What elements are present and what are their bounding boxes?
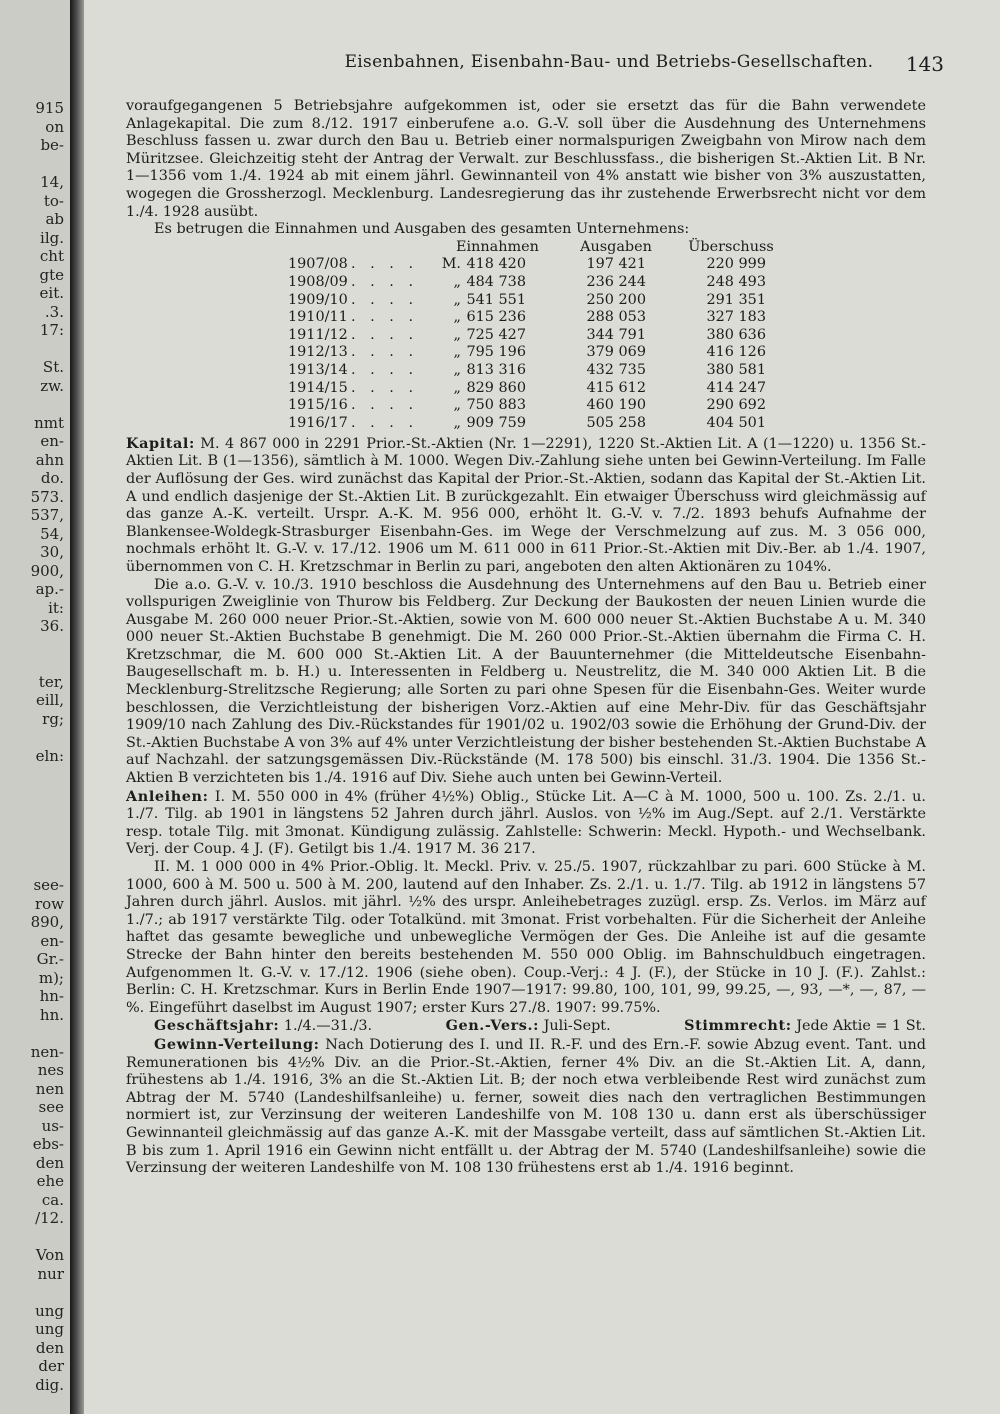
table-cell-income: 725 427 <box>466 326 526 343</box>
prev-page-fragment: hn. <box>39 1005 64 1024</box>
kapital-label: Kapital: <box>126 434 195 452</box>
prev-page-fragment: eit. <box>39 284 64 302</box>
table-cell-cur: „ <box>453 397 461 414</box>
anleihen-paragraph-2: II. M. 1 000 000 in 4% Prior.-Oblig. lt. Meckl. Priv. v. 25./5. 1907, rückzahlbar zu pari. 600 Stücke à M. 1000, 600 à M. 500 u. 500 à M. 200, lautend auf den Inhaber. Zs. 2./1. u. 1./7. Tilg. ab 1912 in längstens 57 Jahren durch jährl. Auslos. mit jährl. ½% des urspr. Anleihebetrages zuzügl. ersp. Zs. Verlos. im März auf 1./7.; ab 1917 verstärkte Tilg. oder Totalkünd. mit 3monat. Frist vorbehalten. Für die Sicherheit der Anleihe haftet das gesamte bewegliche und unbewegliche Vermögen der Ges. Die Anleihe ist auf die gesamte Strecke der Bahn hinter den bereits bestehenden M. 550 000 Oblig. im Bahnschuldbuch eingetragen. Aufgenommen lt. G.-V. v. 17./12. 1906 (siehe oben). Coup.-Verj.: 4 J. (F.), der Stücke in 10 J. (F.). Zahlst.: Berlin: C. H. Kretzschmar. Kurs in Berlin Ende 1907—1917: 99.80, 100, 101, 99, 99.25, —, 93, —*, —, 87, —%. Eingeführt daselbst im August 1907; erster Kurs 27./8. 1907: 99.75%. <box>126 859 926 1016</box>
table-cell-year: 1911/12 <box>288 326 348 343</box>
table-cell-cur: „ <box>453 326 461 343</box>
table-cell-income: 795 196 <box>466 344 526 361</box>
prev-page-fragment: eln: <box>35 746 64 765</box>
table-cell-surplus: 404 501 <box>706 414 766 431</box>
intro-paragraph: voraufgegangenen 5 Betriebsjahre aufgekommen ist, oder sie ersetzt das für die Bahn verwendete Anlagekapital. Die zum 8./12. 1917 einberufene a.o. G.-V. soll über die Ausdehnung des Unternehmens Beschluss fassen u. zwar durch den Bau u. Betrieb einer normalspurigen Zweigbahn von Mirow nach dem Müritzsee. Gleichzeitig steht der Antrag der Verwalt. zur Beschlussfass., die bisherigen St.-Aktien Lit. B Nr. 1—1356 vom 1./4. 1924 ab mit einem jährl. Gewinnanteil von 4% anstatt wie bisher von 3% auszustatten, wogegen die Grossherzogl. Mecklenburg. Landesregierung das ihr zustehende Erwerbsrecht nicht vor dem 1./4. 1928 ausübt. <box>126 98 926 220</box>
table-cell-income: 909 759 <box>466 414 526 431</box>
table-row <box>126 309 926 327</box>
prev-page-fragment: 36. <box>40 617 64 635</box>
table-cell-income: 829 860 <box>466 379 526 396</box>
genvers <box>418 1017 611 1036</box>
prev-page-fragment: en- <box>40 432 64 450</box>
prev-page-fragment: m); <box>38 968 64 987</box>
table-cell-surplus: 290 692 <box>706 397 766 414</box>
prev-page-fragment: ung <box>35 1320 64 1338</box>
prev-page-fragment: 14, <box>40 173 64 191</box>
table-row <box>126 274 926 292</box>
stimmrecht-value: Jede Aktie = 1 St. <box>796 1018 926 1035</box>
table-cell-year: 1910/11 <box>288 309 348 326</box>
prev-page-fragment: eill, <box>35 691 64 709</box>
table-cell-expenses: 460 190 <box>586 397 646 414</box>
table-cell-expenses: 344 791 <box>586 326 646 343</box>
table-cell-year: 1909/10 <box>288 291 348 308</box>
table-cell-dots: . . . . <box>351 291 419 308</box>
prev-page-fragment: den <box>35 1338 64 1357</box>
table-cell-dots: . . . . <box>351 309 419 326</box>
body-text <box>126 98 926 1178</box>
prev-page-fragment: 573. <box>30 487 64 506</box>
table-row <box>126 415 926 433</box>
table-cell-expenses: 415 612 <box>586 379 646 396</box>
table-row <box>126 256 926 274</box>
prev-page-fragment: 900, <box>30 561 64 580</box>
prev-page-fragment: 915 <box>35 99 64 117</box>
table-cell-dots: . . . . <box>351 397 419 414</box>
table-cell-surplus: 291 351 <box>706 291 766 308</box>
table-row <box>126 362 926 380</box>
table-cell-cur: „ <box>453 309 461 326</box>
page-number: 143 <box>905 52 944 76</box>
prev-page-fragment: on <box>45 117 64 136</box>
prev-page-fragment: en- <box>40 931 64 950</box>
prev-page-fragment: 537, <box>30 506 64 524</box>
table-row <box>126 327 926 345</box>
table-cell-expenses: 250 200 <box>586 291 646 308</box>
book-gutter <box>70 0 84 1414</box>
prev-page-fragment: ebs- <box>32 1135 64 1153</box>
prev-page-fragment: ung <box>35 1301 64 1320</box>
prev-page-fragment: nen- <box>30 1042 64 1061</box>
prev-page-fragment: 30, <box>40 543 64 561</box>
table-cell-surplus: 380 581 <box>706 361 766 378</box>
kapital-paragraph-2: Die a.o. G.-V. v. 10./3. 1910 beschloss die Ausdehnung des Unternehmens auf den Bau u. Betrieb einer vollspurigen Zweiglinie von Thurow bis Feldberg. Zur Deckung der Baukosten der neuen Linien wurde die Ausgabe M. 260 000 neuer Prior.-St.-Aktien, sowie von M. 600 000 neuer St.-Aktien Buchstabe A u. M. 340 000 neuer St.-Aktien Buchstabe B genehmigt. Die M. 260 000 Prior.-St.-Aktien übernahm die Firma C. H. Kretzschmar, die M. 600 000 St.-Aktien Lit. A der Bauunternehmer (die Mitteldeutsche Eisenbahn-Baugesellschaft m. b. H.) u. Interessenten in Feldberg u. Neustrelitz, die M. 340 000 Aktien Lit. B die Mecklenburg-Strelitzsche Regierung; alle Sorten zu pari ohne Spesen für die Eisenbahn-Ges. Weiter wurde beschlossen, die Verzichtleistung der bisherigen Vorz.-Aktien auf eine Mehr-Div. für das Geschäftsjahr 1909/10 nach Zahlung des Div.-Rückstandes für 1901/02 u. 1902/03 sowie die Erhöhung der Grund-Div. der St.-Aktien Buchstabe A von 3% auf 4% unter Verzichtleistung der bisher bestehenden St.-Aktien Buchstabe A auf Nachzahl. der satzungsgemässen Div.-Rückstände (M. 178 500) bis einschl. 31./3. 1904. Die 1356 St.-Aktien B verzichteten bis 1./4. 1916 auf Div. Siehe auch unten bei Gewinn-Verteil. <box>126 576 926 787</box>
table-cell-year: 1912/13 <box>288 344 348 361</box>
genvers-label: Gen.-Vers.: <box>445 1017 540 1035</box>
prev-page-fragment: cht <box>39 247 64 265</box>
kapital-text: M. 4 867 000 in 2291 Prior.-St.-Aktien (Nr. 1—2291), 1220 St.-Aktien Lit. A (1—1220) u. 1356 St.-Aktien Lit. B (1—1356), sämtlich à M. 1000. Wegen Div.-Zahlung siehe unten bei Gewinn-Verteilung. Im Falle der Auflösung der Ges. wird zunächst das Kapital der Prior.-St.-Aktien, sodann das Kapital der St.-Aktien Lit. A und endlich dasjenige der St.-Aktien Lit. B zurückgezahlt. Ein etwaiger Überschuss wird gleichmässig auf das ganze A.-K. verteilt. Urspr. A.-K. M. 956 000, erhöht lt. G.-V. v. 7./2. 1893 behufs Aufnahme der Blankensee-Woldegk-Strasburger Eisenbahn-Ges. im Wege der Verschmelzung auf zus. M. 3 056 000, nochmals erhöht lt. G.-V. v. 17./12. 1906 um M. 611 000 in 611 Prior.-St.-Aktien mit Div.-Ber. ab 1./4. 1907, übernommen von C. H. Kretzschmar in Berlin zu pari, angeboten den alten Aktionären zu 104%. <box>126 435 926 575</box>
prev-page-fragment: nes <box>37 1061 64 1079</box>
header-income: Einnahmen <box>456 238 539 255</box>
table-cell-cur: M. <box>441 256 461 273</box>
anleihen-label: Anleihen: <box>126 787 209 805</box>
finance-table <box>126 239 926 429</box>
table-cell-expenses: 505 258 <box>586 414 646 431</box>
prev-page-fragment: nen <box>35 1079 64 1098</box>
prev-page-fragment: ca. <box>41 1190 64 1209</box>
prev-page-fragment: ter, <box>38 672 64 691</box>
table-cell-year: 1914/15 <box>288 379 348 396</box>
stimmrecht <box>656 1017 926 1036</box>
prev-page-fragment: us- <box>41 1116 64 1135</box>
header-expenses: Ausgaben <box>580 238 652 255</box>
stimmrecht-label: Stimmrecht: <box>684 1017 792 1035</box>
table-cell-expenses: 236 244 <box>586 273 646 290</box>
table-cell-expenses: 288 053 <box>586 309 646 326</box>
prev-page-fragment: ahn <box>35 450 64 469</box>
prev-page-fragment: 54, <box>40 524 64 543</box>
table-cell-income: 750 883 <box>466 397 526 414</box>
table-cell-year: 1915/16 <box>288 397 348 414</box>
table-cell-expenses: 379 069 <box>586 344 646 361</box>
gewinn-paragraph <box>126 1036 926 1178</box>
table-cell-cur: „ <box>453 414 461 431</box>
prev-page-fragment: row <box>34 894 64 913</box>
table-cell-income: 541 551 <box>466 291 526 308</box>
prev-page-fragment: ab <box>45 210 64 228</box>
table-cell-income: 813 316 <box>466 361 526 378</box>
anleihen-text: I. M. 550 000 in 4% (früher 4½%) Oblig., Stücke Lit. A—C à M. 1000, 500 u. 100. Zs. 2./1. u. 1./7. Tilg. ab 1901 in längstens 52 Jahren durch jährl. Auslos. von ½% im Aug./Sept. auf 2./1. Verstärkte resp. totale Tilg. mit 3monat. Kündigung zulässig. Zahlstelle: Schwerin: Meckl. Hypoth.- und Wechselbank. Verj. der Coup. 4 J. (F). Getilgt bis 1./4. 1917 M. 36 217. <box>126 788 926 858</box>
prev-page-fragment: rg; <box>42 709 64 728</box>
meta-line <box>126 1017 926 1036</box>
running-header: Eisenbahnen, Eisenbahn-Bau- und Betriebs-Gesellschaften. <box>344 52 874 72</box>
table-cell-expenses: 432 735 <box>586 361 646 378</box>
table-cell-surplus: 220 999 <box>706 256 766 273</box>
prev-page-fragment: nmt <box>34 413 64 432</box>
previous-page-margin <box>0 0 70 1414</box>
table-cell-income: 615 236 <box>466 309 526 326</box>
page <box>84 0 1000 1414</box>
prev-page-fragment: gte <box>39 265 64 284</box>
prev-page-fragment: be- <box>40 136 64 154</box>
table-cell-cur: „ <box>453 361 461 378</box>
table-cell-cur: „ <box>453 273 461 290</box>
prev-page-fragment: ap.- <box>35 580 64 598</box>
prev-page-fragment: 890, <box>30 913 64 931</box>
table-header-row <box>126 239 926 257</box>
table-intro: Es betrugen die Einnahmen und Ausgaben des gesamten Unternehmens: <box>154 221 690 238</box>
table-cell-surplus: 248 493 <box>706 273 766 290</box>
table-cell-dots: . . . . <box>351 414 419 431</box>
prev-page-fragment: see- <box>33 876 64 894</box>
table-cell-cur: „ <box>453 291 461 308</box>
prev-page-fragment: ehe <box>36 1172 64 1190</box>
prev-page-fragment: to- <box>43 191 64 210</box>
table-cell-dots: . . . . <box>351 361 419 378</box>
prev-page-fragment: .3. <box>44 302 64 321</box>
table-cell-dots: . . . . <box>351 256 419 273</box>
prev-page-fragment: /12. <box>35 1209 64 1227</box>
table-cell-dots: . . . . <box>351 326 419 343</box>
table-cell-cur: „ <box>453 344 461 361</box>
prev-page-fragment: zw. <box>40 376 64 395</box>
prev-page-fragment: nur <box>37 1264 64 1283</box>
table-cell-year: 1908/09 <box>288 273 348 290</box>
prev-page-fragment: dig. <box>35 1375 64 1394</box>
prev-page-fragment: Von <box>35 1246 64 1264</box>
table-row <box>126 380 926 398</box>
gewinn-text: Nach Dotierung des I. und II. R.-F. und des Ern.-F. sowie Abzug event. Tant. und Remunerationen bis 4½% Div. an die Prior.-St.-Aktien, ferner 4% Div. an die St.-Aktien Lit. A, dann, frühestens ab 1./4. 1916, 3% an die St.-Aktien Lit. B; der noch etwa verbleibende Rest wird zunächst zum Abtrag der M. 5740 (Landeshilfsanleihe) u. ferner, soweit dies nach den vertraglichen Bestimmungen normiert ist, zur Verzinsung der weiteren Landeshilfe von M. 108 130 u. dann erst als überschüssiger Gewinnanteil gleichmässig auf das ganze A.-K. mit der Massgabe verteilt, dass auf sämtlichen St.-Aktien Lit. B bis zum 1. April 1916 ein Gewinn nicht entfällt u. der Abtrag der M. 5740 (Landeshilfsanleihe) sowie die Verzinsung der weiteren Landeshilfe von M. 108 130 frühestens erst ab 1./4. 1916 beginnt. <box>126 1036 926 1177</box>
prev-page-fragment: den <box>35 1153 64 1172</box>
genvers-value: Juli-Sept. <box>543 1018 611 1035</box>
table-cell-surplus: 414 247 <box>706 379 766 396</box>
table-cell-year: 1913/14 <box>288 361 348 378</box>
prev-page-fragment: der <box>38 1357 64 1375</box>
prev-page-fragment: ilg. <box>40 228 64 247</box>
table-cell-dots: . . . . <box>351 273 419 290</box>
prev-page-fragment: St. <box>42 358 64 376</box>
geschaeftsjahr-value: 1./4.—31./3. <box>283 1018 373 1035</box>
table-cell-surplus: 380 636 <box>706 326 766 343</box>
table-cell-dots: . . . . <box>351 379 419 396</box>
gewinn-label: Gewinn-Verteilung: <box>154 1035 320 1053</box>
table-cell-income: 484 738 <box>466 273 526 290</box>
prev-page-fragment: see <box>38 1098 64 1116</box>
table-cell-income: 418 420 <box>466 256 526 273</box>
prev-page-fragment: do. <box>40 469 64 487</box>
table-cell-dots: . . . . <box>351 344 419 361</box>
table-cell-cur: „ <box>453 379 461 396</box>
table-cell-surplus: 327 183 <box>706 309 766 326</box>
prev-page-fragment: hn- <box>39 987 64 1005</box>
prev-page-fragment: 17: <box>39 321 64 339</box>
geschaeftsjahr-label: Geschäftsjahr: <box>154 1017 280 1035</box>
table-cell-year: 1907/08 <box>288 256 348 273</box>
prev-page-fragment: Gr.- <box>36 950 64 968</box>
table-row <box>126 344 926 362</box>
prev-page-fragment: it: <box>48 598 64 617</box>
table-cell-surplus: 416 126 <box>706 344 766 361</box>
anleihen-paragraph <box>126 788 926 859</box>
table-cell-expenses: 197 421 <box>586 256 646 273</box>
table-cell-year: 1916/17 <box>288 414 348 431</box>
header-surplus: Überschuss <box>688 238 774 255</box>
table-row <box>126 292 926 310</box>
kapital-paragraph <box>126 435 926 577</box>
geschaeftsjahr <box>126 1017 372 1036</box>
table-row <box>126 397 926 415</box>
